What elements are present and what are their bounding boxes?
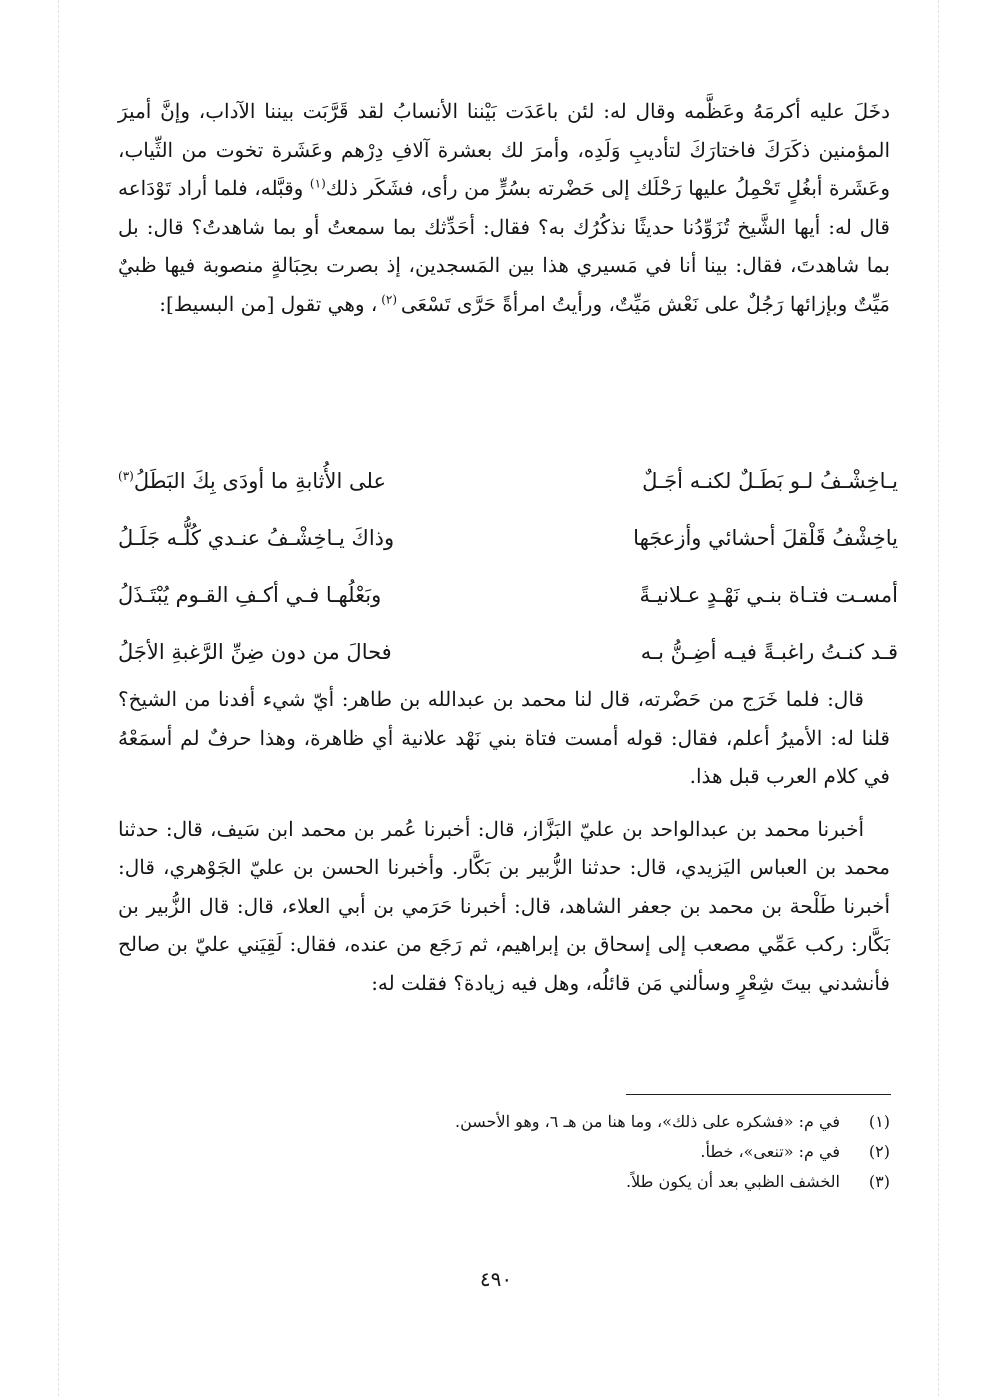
footnote-separator xyxy=(626,1094,891,1095)
verse-first-half: ياخِشْفُ قَلْقلَ أحشائي وأزعجَها xyxy=(633,525,898,550)
main-text-continued xyxy=(118,680,890,1002)
footnote xyxy=(300,1167,890,1197)
footnote xyxy=(300,1107,890,1137)
main-text xyxy=(118,92,890,323)
footnote-number: (٢) xyxy=(868,1142,890,1161)
footnote xyxy=(300,1137,890,1167)
scan-margin-line-left xyxy=(58,0,59,1396)
scan-margin-line-right xyxy=(938,0,939,1396)
footnote-text: الخشف الظبي بعد أن يكون طلاً. xyxy=(626,1172,840,1191)
verse-second-half xyxy=(118,469,386,493)
paragraph-3: أخبرنا محمد بن عبدالواحد بن عليّ البَزَّاز، قال: أخبرنا عُمر بن محمد ابن سَيف، قال: حدثنا محمد بن العباس اليَزيدي، قال: حدثنا الزُّبير بن بَكَّار. وأخبرنا الحسن بن عليّ الجَوْهري، قال: أخبرنا طَلْحة بن محمد بن جعفر الشاهد، قال: أخبرنا حَرَمي بن أبي العلاء، قال: قال الزُّبير بن بَكَّار: ركب عَمِّي مصعب إلى إسحاق بن إبراهيم، ثم رَجَع من عنده، فقال: لَقِيَني عليّ بن صالح فأنشدني بيتَ شِعْرٍ وسألني مَن قائلُه، وهل فيه زيادة؟ فقلت له: xyxy=(118,816,890,995)
paragraph-2: قال: فلما خَرَج من حَضْرته، قال لنا محمد بن عبدالله بن طاهر: أيّ شيء أفدنا من الشيخ؟ قلنا له: الأميرُ أعلم، فقال: قوله أمست فتاة بني نَهْد علانية أي ظاهرة، وهذا حرفٌ لم أسمَعْهُ في كلام العرب قبل هذا. xyxy=(118,687,890,788)
paragraph-1-part-c: ، وهي تقول [من البسيط]: xyxy=(159,291,378,316)
paragraph-1-part-a: دخَلَ عليه أكرمَهُ وعَظَّمه وقال له: لئن باعَدَت بَيْننا الأنسابُ لقد قَرَّبَت بيننا الآداب، وإنَّ أميرَ المؤمنين ذكَرَكَ فاختارَكَ لتأديبِ وَلَدِه، وأمرَ لك بعشرة آلافِ دِرْهم وعَشَرة تخوت من الثِّياب، وعَشَرة أبغُلٍ تَحْمِلُ عليها رَحْلَك إلى حَضْرته بسُرٍّ من رأى، فشَكَر ذلك xyxy=(118,99,891,200)
verse-first-half: أمسـت فتـاة بنـي نَهْـدٍ عـلانيـةً xyxy=(639,582,898,607)
verse-second-half: وذاكَ يـاخِشْـفُ عنـدي كُلُّـه جَلَـلُ xyxy=(118,525,395,550)
poem-verse xyxy=(118,452,898,509)
footnote-ref-3: (٣) xyxy=(118,468,134,483)
footnote-number: (٣) xyxy=(868,1172,890,1191)
verse-first-half: يـاخِشْـفُ لـو بَطَـلٌ لكنـه أجَـلٌ xyxy=(642,468,898,493)
verse-second-half: فحالَ من دون ضِنِّ الرَّغبةِ الأجَلُ xyxy=(118,639,392,664)
verse-second-half-text: على الأُثابةِ ما أودَى بِكَ البَطَلُ xyxy=(133,468,387,493)
poem-verse xyxy=(118,623,898,680)
paragraph-1 xyxy=(118,92,890,323)
footnotes xyxy=(300,1107,890,1197)
poem-verse xyxy=(118,509,898,566)
footnote-ref-1: (١) xyxy=(309,176,326,191)
page-number: ٤٩٠ xyxy=(479,1267,513,1291)
footnote-ref-2: (٢) xyxy=(377,291,401,306)
paragraph-1-part-b: وقبَّله، فلما أراد تَوْدَاعه قال له: أيها الشَّيخ تُزَوِّدُنا حديثًا نذكُرُك به؟ فقال: أحَدِّثك بما سمعتُ أو بما شاهدتُ؟ قال: بل بما شاهدتَ، فقال: بينا أنا في مَسيري هذا بين المَسجدين، إذ بصرت بحِبَالةٍ منصوبة فيها ظبيٌ مَيِّتٌ وبإزائها رَجُلٌ على نَعْش مَيِّتٌ، ورأيتُ امرأةً حَرَّى تَسْعَى xyxy=(118,176,890,316)
footnote-text: في م: «فشكره على ذلك»، وما هنا من هـ ٦، وهو الأحسن. xyxy=(455,1112,840,1131)
verse-first-half: قـد كنـتُ راغبـةً فيـه أضِـنُّ بـه xyxy=(640,639,898,664)
verse-second-half: وبَعْلُهـا فـي أكـفِ القـوم يُبْتَـذَلُ xyxy=(118,582,382,607)
footnote-text: في م: «تنعى»، خطأ. xyxy=(700,1142,840,1161)
poem-verse xyxy=(118,566,898,623)
poem xyxy=(118,452,898,680)
footnote-number: (١) xyxy=(868,1112,890,1131)
